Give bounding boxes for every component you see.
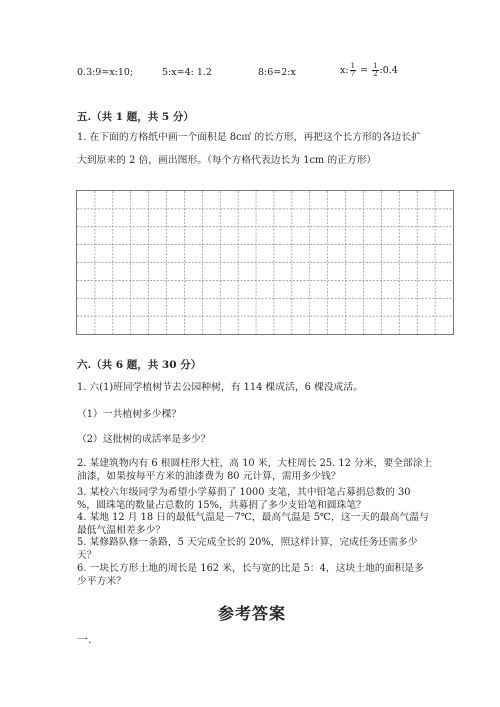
equation-4-equals: = (360, 65, 369, 76)
equation-4-left: x: (340, 65, 349, 76)
section6-q4-line2: 最低气温相差多少？ (77, 525, 166, 536)
answers-title: 参考答案 (218, 604, 287, 623)
fraction-1-2 (372, 63, 378, 78)
equation-2: 5:x=4: 1.2 (162, 67, 212, 78)
fraction-1-7 (350, 63, 356, 78)
answers-first-label: 一. (77, 633, 92, 646)
fraction-numerator: 1 (373, 62, 378, 70)
section6-q5-line1: 5. 某修路队修一条路，5 天完成全长的 20%，照这样计算，完成任务还需多少 (77, 537, 418, 548)
section6-q5-line2: 天？ (77, 550, 97, 561)
section6-q1: 1. 六(1)班同学植树节去公园种树，有 114 棵成活，6 棵没成活。 (77, 382, 363, 393)
section6-q3-line1: 3. 某校六年级同学为希望小学募捐了 1000 支笔，其中铅笔占募捐总数的 30 (77, 487, 411, 498)
grid-paper[interactable] (76, 190, 454, 335)
equation-1: 0.3:9=x:10; (77, 67, 134, 78)
section6-q1b: （2）这批树的成活率是多少？ (77, 434, 211, 445)
section6-heading: 六.（共 6 题，共 30 分） (77, 359, 202, 371)
section5-q1-line2: 大到原来的 2 倍，画出图形。（每个方格代表边长为 1cm 的正方形） (77, 155, 377, 166)
section6-q2-line2: 油漆，如果按每平方米的油漆费为 80 元计算，需用多少钱？ (77, 471, 341, 482)
section5-q1-line1: 1. 在下面的方格纸中画一个面积是 8c㎡ 的长方形，再把这个长方形的各边长扩 (77, 132, 421, 143)
section6-q6-line2: 少平方米？ (77, 576, 126, 587)
section5-heading: 五.（共 1 题，共 5 分） (77, 111, 194, 123)
section6-q3-line2: %，圆珠笔的数量占总数的 15%，共募捐了多少支铅笔和圆珠笔？ (77, 500, 366, 511)
fraction-denominator: 2 (373, 70, 378, 78)
section6-q4-line1: 4. 某地 12 月 18 日的最低气温是－7℃，最高气温是 5℃，这一天的最高气温与 (77, 512, 429, 523)
fraction-denominator: 7 (350, 70, 356, 78)
section6-q2-line1: 2. 某建筑物内有 6 根圆柱形大柱，高 10 米，大柱周长 25. 12 分米，要全部涂上 (77, 458, 433, 469)
section6-q6-line1: 6. 一块长方形土地的周长是 162 米，长与宽的比是 5：4，这块土地的面积是多 (77, 563, 424, 574)
equation-4 (340, 63, 398, 78)
equation-4-right: :0.4 (379, 65, 398, 76)
equation-3: 8:6=2:x (258, 67, 296, 78)
section6-q1a: （1）一共植树多少棵？ (77, 409, 182, 420)
fraction-numerator: 1 (350, 62, 356, 70)
